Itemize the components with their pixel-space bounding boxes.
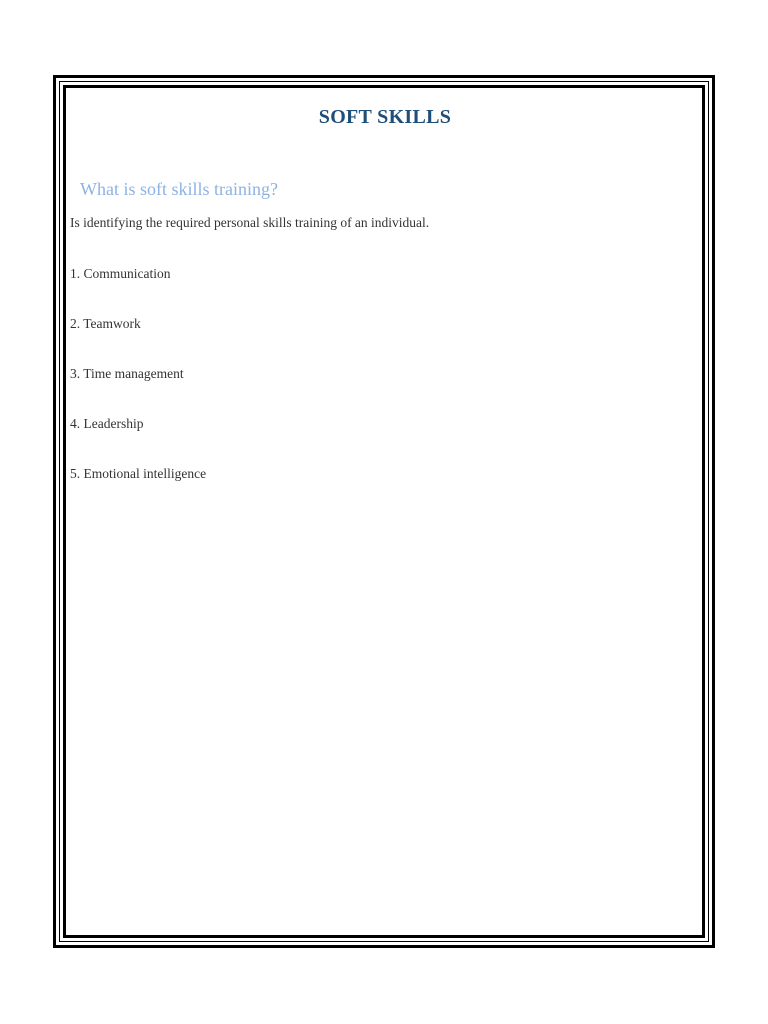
list-item: 4. Leadership [70, 416, 144, 431]
list-item: 2. Teamwork [70, 316, 141, 331]
document-title: SOFT SKILLS [318, 106, 452, 128]
list-item: 1. Communication [70, 266, 171, 281]
intro-paragraph: Is identifying the required personal skills training of an individual. [70, 215, 430, 230]
list-item: 5. Emotional intelligence [70, 466, 207, 481]
document-content [70, 100, 700, 482]
section-heading: What is soft skills training? [80, 179, 278, 199]
list-item: 3. Time management [70, 366, 184, 381]
skills-list [70, 266, 700, 482]
